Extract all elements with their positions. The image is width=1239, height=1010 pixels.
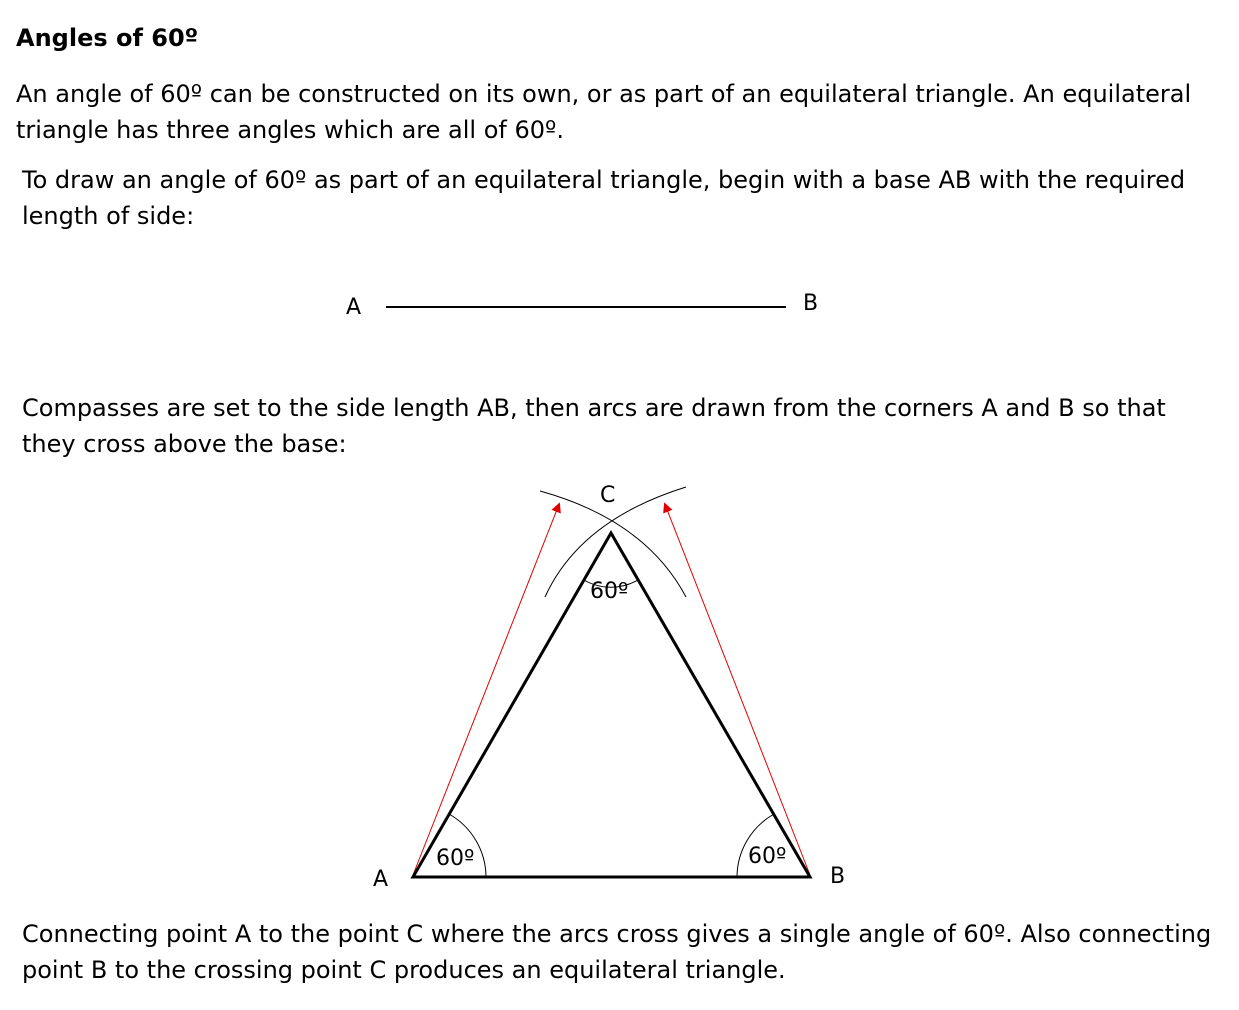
- figure1-label-a: A: [346, 295, 362, 320]
- angle-label-top: 60º: [590, 579, 629, 604]
- angle-label-b: 60º: [748, 844, 787, 869]
- conclusion-paragraph: Connecting point A to the point C where the arcs cross gives a single angle of 60º. Also connecting point B to the crossing point C produces an equilateral triangle.: [22, 920, 1212, 984]
- arrow-b-to-arc: [666, 507, 810, 875]
- page-title: Angles of 60º: [16, 24, 199, 52]
- base-line-figure: [0, 270, 1239, 340]
- figure2-label-a: A: [373, 867, 389, 892]
- figure2-label-b: B: [830, 864, 846, 889]
- angle-label-a: 60º: [436, 846, 475, 871]
- step2-paragraph: Compasses are set to the side length AB, then arcs are drawn from the corners A and B so that they cross above the base:: [22, 394, 1166, 458]
- figure2-label-c: C: [600, 483, 616, 508]
- intro-paragraph: An angle of 60º can be constructed on its own, or as part of an equilateral triangle. An equilateral triangle has three angles which are all of 60º.: [16, 80, 1192, 144]
- figure1-label-b: B: [803, 291, 819, 316]
- arrow-a-to-arc: [413, 507, 558, 875]
- triangle-figure: [0, 470, 1239, 900]
- step1-paragraph: To draw an angle of 60º as part of an equilateral triangle, begin with a base AB with the required length of side:: [22, 166, 1186, 230]
